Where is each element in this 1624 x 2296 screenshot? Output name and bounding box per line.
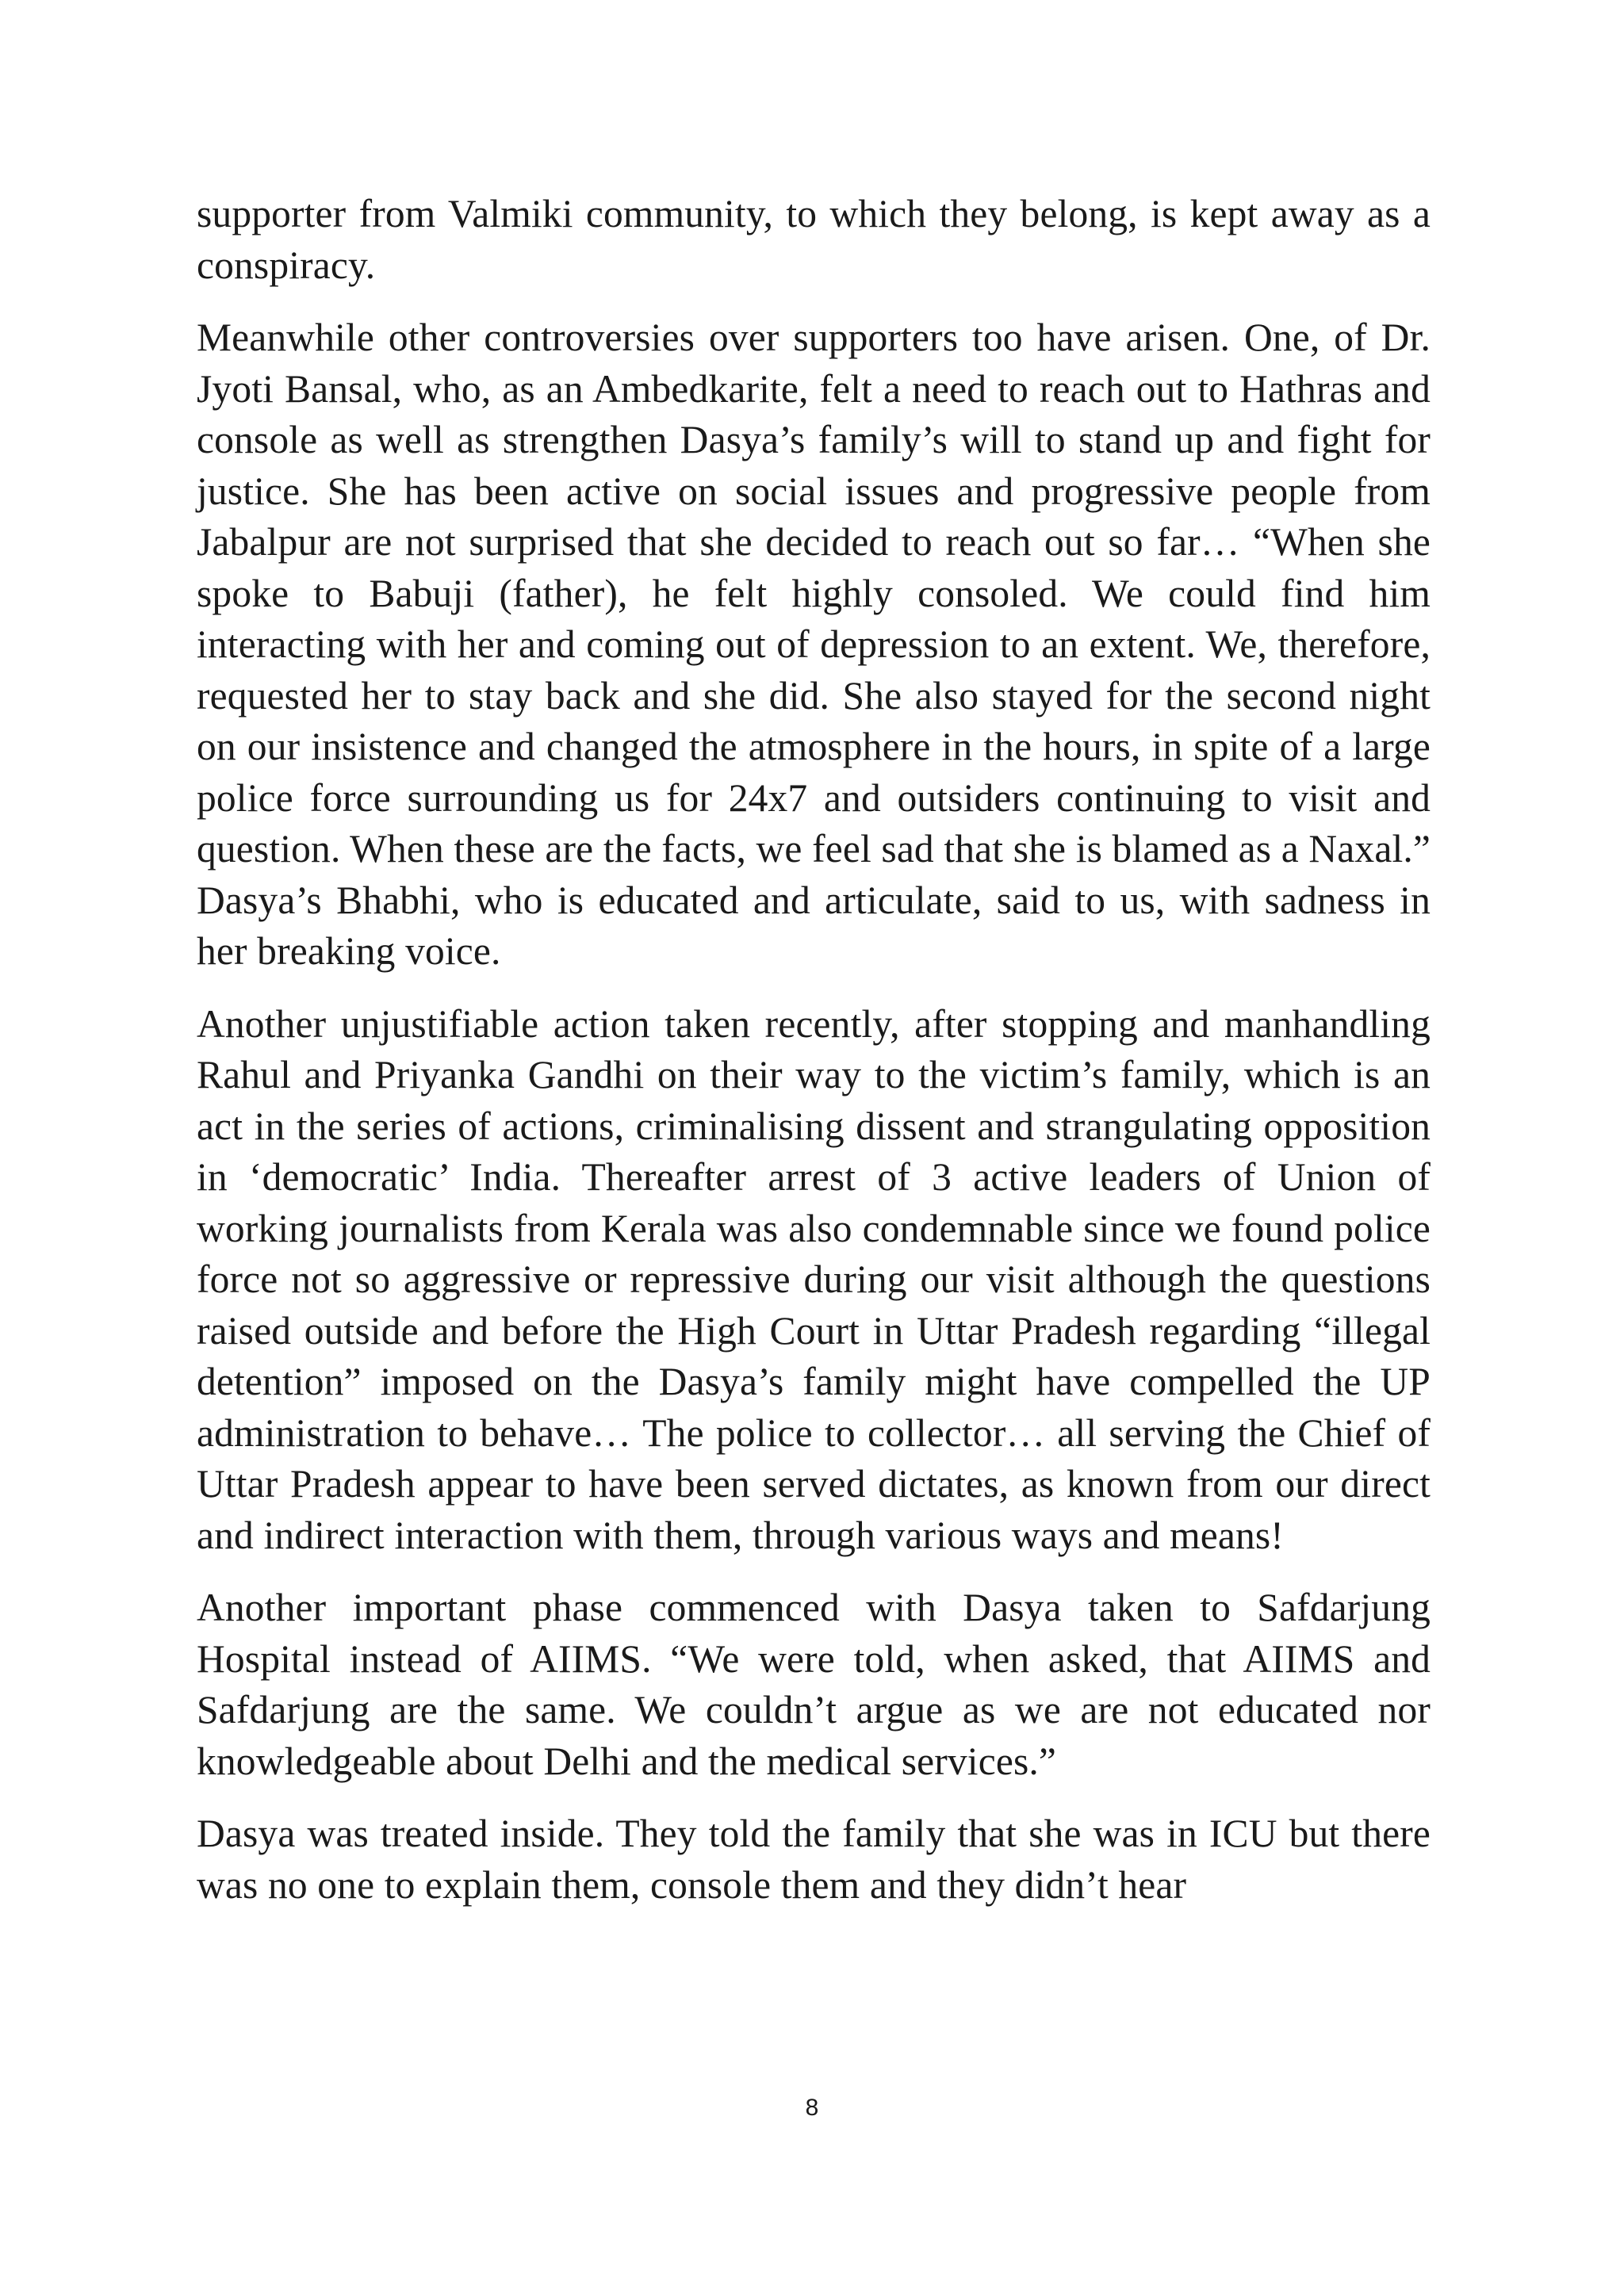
- body-text: [197, 189, 1431, 1932]
- page-number: 8: [805, 2095, 819, 2121]
- paragraph-2: Meanwhile other controversies over supporters too have arisen. One, of Dr. Jyoti Bansal, who, as an Ambedkarite, felt a need to reach out to Hathras and console as well as strengthen Dasya’s family’s will to stand up and fight for justice. She has been active on social issues and progressive people from Jabalpur are not surprised that she decided to reach out so far… “When she spoke to Babuji (father), he felt highly consoled. We could find him interacting with her and coming out of depression to an extent. We, therefore, requested her to stay back and she did. She also stayed for the second night on our insistence and changed the atmosphere in the hours, in spite of a large police force surrounding us for 24x7 and outsiders continuing to visit and question. When these are the facts, we feel sad that she is blamed as a Naxal.” Dasya’s Bhabhi, who is educated and articulate, said to us, with sadness in her breaking voice.: [197, 316, 1431, 973]
- paragraph-5: Dasya was treated inside. They told the family that she was in ICU but there was no one to explain them, console them and they didn’t hear: [197, 1812, 1431, 1907]
- paragraph-1: supporter from Valmiki community, to which they belong, is kept away as a conspiracy.: [197, 192, 1431, 287]
- paragraph-3: Another unjustifiable action taken recently, after stopping and manhandling Rahul and Priyanka Gandhi on their way to the victim’s family, which is an act in the series of actions, criminalising dissent and strangulating opposition in ‘democratic’ India. Thereafter arrest of 3 active leaders of Union of working journalists from Kerala was also condemnable since we found police force not so aggressive or repressive during our visit although the questions raised outside and before the High Court in Uttar Pradesh regarding “illegal detention” imposed on the Dasya’s family might have compelled the UP administration to behave… The police to collector… all serving the Chief of Uttar Pradesh appear to have been served dictates, as known from our direct and indirect interaction with them, through various ways and means!: [197, 1001, 1431, 1557]
- paragraph-4: Another important phase commenced with Dasya taken to Safdarjung Hospital instead of AIIMS. “We were told, when asked, that AIIMS and Safdarjung are the same. We couldn’t argue as we are not educated nor knowledgeable about Delhi and the medical services.”: [197, 1586, 1431, 1783]
